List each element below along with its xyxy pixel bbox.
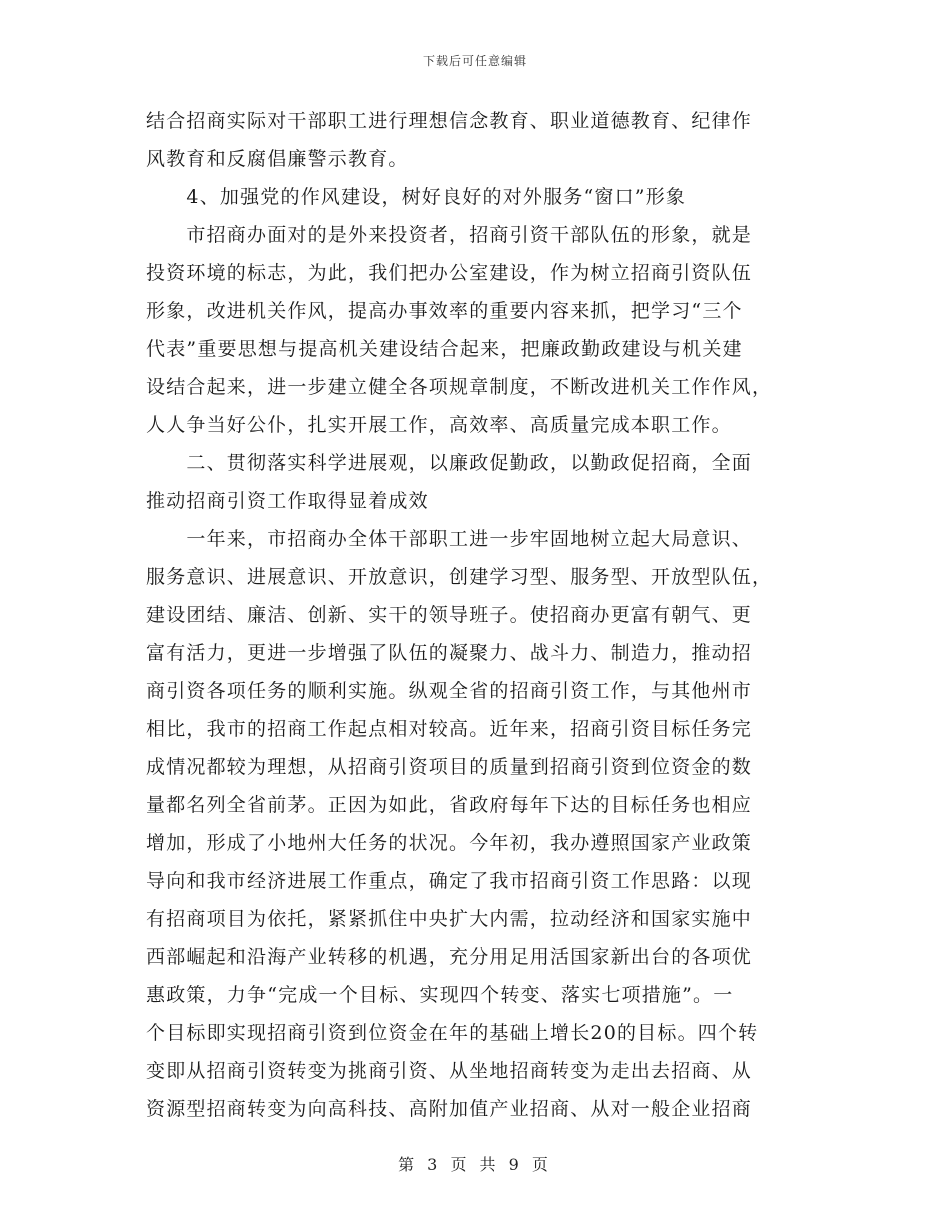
text-line: 个目标即实现招商引资到位资金在年的基础上增长20的目标。四个转 (146, 1022, 759, 1044)
page-header: 下载后可任意编辑 (422, 54, 527, 68)
text-line: 相比，我市的招商工作起点相对较高。近年来，招商引资目标任务完 (146, 718, 753, 740)
text-line: 有招商项目为依托，紧紧抓住中央扩大内需，拉动经济和国家实施中 (146, 908, 753, 930)
text-line: 形象，改进机关作风，提高办事效率的重要内容来抓，把学习“三个 (146, 300, 743, 322)
text-line: 风教育和反腐倡廉警示教育。 (146, 148, 409, 170)
text-line: 服务意识、进展意识、开放意识，创建学习型、服务型、开放型队伍， (146, 566, 773, 588)
text-line: 增加，形成了小地州大任务的状况。今年初，我办遵照国家产业政策 (146, 832, 753, 854)
body-text (146, 102, 806, 1128)
text-line: 结合招商实际对干部职工进行理想信念教育、职业道德教育、纪律作 (146, 110, 753, 132)
text-line: 建设团结、廉洁、创新、实干的领导班子。使招商办更富有朝气、更 (146, 604, 753, 626)
text-line: 代表”重要思想与提高机关建设结合起来，把廉政勤政建设与机关建 (146, 338, 743, 360)
text-line: 市招商办面对的是外来投资者，招商引资干部队伍的形象，就是 (146, 224, 753, 246)
section-heading: 二、贯彻落实科学进展观，以廉政促勤政，以勤政促招商，全面 (146, 452, 753, 474)
text-line: 资源型招商转变为向高科技、高附加值产业招商、从对一般企业招商 (146, 1098, 753, 1120)
text-line: 西部崛起和沿海产业转移的机遇，充分用足用活国家新出台的各项优 (146, 946, 753, 968)
section-heading: 推动招商引资工作取得显着成效 (146, 490, 429, 512)
text-line: 变即从招商引资转变为挑商引资、从坐地招商转变为走出去招商、从 (146, 1060, 753, 1082)
text-line: 量都名列全省前茅。正因为如此，省政府每年下达的目标任务也相应 (146, 794, 753, 816)
section-heading: 4、加强党的作风建设，树好良好的对外服务“窗口”形象 (146, 186, 687, 208)
text-line: 导向和我市经济进展工作重点，确定了我市招商引资工作思路：以现 (146, 870, 753, 892)
page-number: 第 3 页 共 9 页 (398, 1155, 552, 1174)
text-line: 一年来，市招商办全体干部职工进一步牢固地树立起大局意识、 (146, 528, 753, 550)
text-line: 成情况都较为理想，从招商引资项目的质量到招商引资到位资金的数 (146, 756, 753, 778)
text-line: 惠政策，力争“完成一个目标、实现四个转变、落实七项措施”。一 (146, 984, 734, 1006)
text-line: 富有活力，更进一步增强了队伍的凝聚力、战斗力、制造力，推动招 (146, 642, 753, 664)
text-line: 投资环境的标志，为此，我们把办公室建设，作为树立招商引资队伍 (146, 262, 753, 284)
text-line: 人人争当好公仆，扎实开展工作，高效率、高质量完成本职工作。 (146, 414, 732, 436)
text-line: 设结合起来，进一步建立健全各项规章制度，不断改进机关工作作风， (146, 376, 773, 398)
text-line: 商引资各项任务的顺利实施。纵观全省的招商引资工作，与其他州市 (146, 680, 753, 702)
